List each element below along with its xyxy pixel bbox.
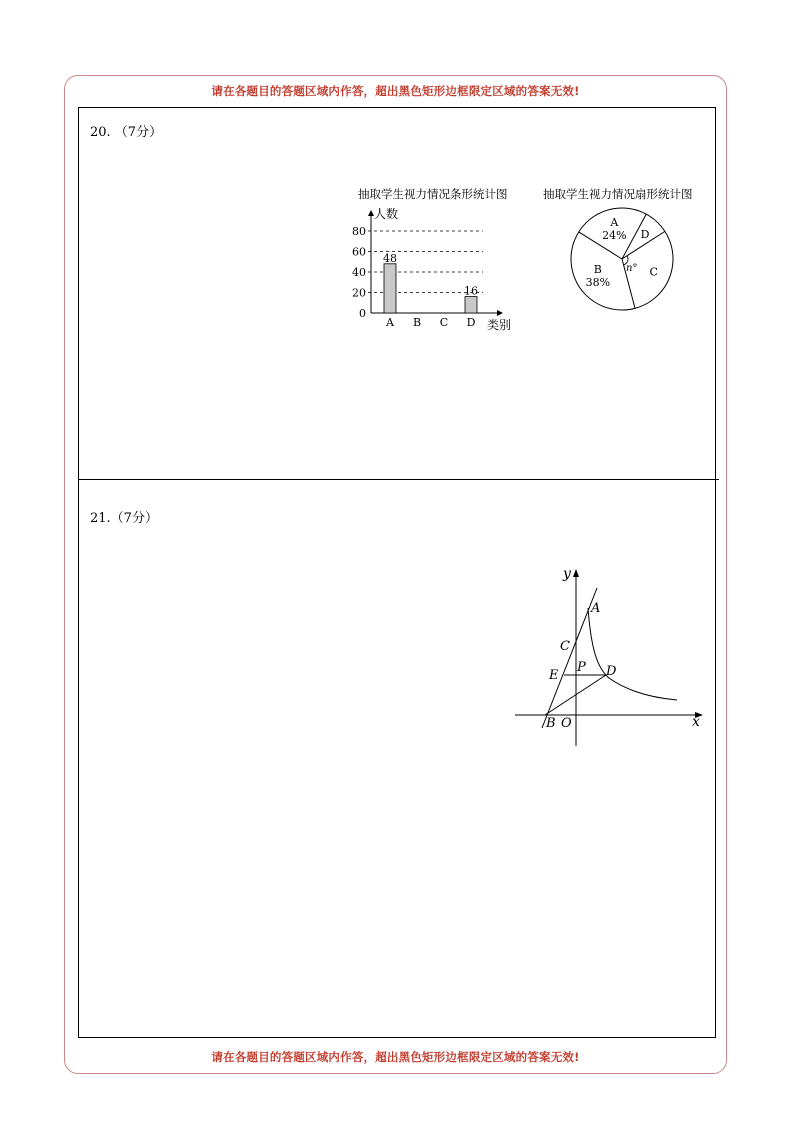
axis-label-y: y [563,566,571,582]
hyperbola-curve [588,608,677,700]
bar-value-label: 16 [464,284,478,298]
pie-slice-label-d: D [640,228,650,242]
pie-chart-title: 抽取学生视力情况扇形统计图 [543,187,693,201]
bar [384,264,396,313]
pie-chart [565,202,680,317]
pie-angle-label: n° [626,263,638,274]
bar-value-label: 48 [383,251,397,265]
point-label-d: D [606,664,617,679]
question-20-label: 20. （7分） [90,125,163,140]
top-notice: 请在各题目的答题区域内作答，超出黑色矩形边框限定区域的答案无效! [211,84,580,98]
bar-chart [345,200,525,340]
point-label-p: P [577,660,586,675]
point-label-o: O [561,716,572,731]
point-label-a: A [591,601,601,616]
function-graph [505,558,715,753]
bar-category-label: A [386,316,394,329]
pie-slice-value-a: 24% [602,228,627,242]
bar-y-tick-label: 80 [352,225,366,238]
bar-category-label: D [466,316,476,329]
point-label-e: E [549,668,559,683]
pie-slice-label-a: A [610,215,619,229]
bottom-notice: 请在各题目的答题区域内作答，超出黑色矩形边框限定区域的答案无效! [211,1050,580,1064]
line-ab [542,588,597,728]
question-21-label: 21.（7分） [90,511,158,526]
pie-slice-label-b: B [593,262,602,276]
bar-y-tick-label: 60 [352,245,366,259]
bar-y-tick-label: 40 [352,266,366,279]
bar-category-label: B [412,316,422,329]
axis-label-x: x [692,714,700,730]
bar-category-label: C [439,316,449,329]
question-divider [78,479,719,480]
point-label-b: B [546,716,556,731]
bar-x-axis-arrow [497,310,503,316]
bar-y-tick-label: 0 [359,307,366,320]
bar-chart-title: 抽取学生视力情况条形统计图 [358,187,508,201]
pie-slice-label-c: C [649,265,658,279]
bar-y-axis-label: 人数 [374,207,399,221]
pie-slice-value-b: 38% [585,275,611,289]
point-label-c: C [560,639,570,654]
bar-y-tick-label: 20 [352,286,366,300]
bar [465,297,477,313]
bar-x-axis-label: 类别 [487,318,512,332]
